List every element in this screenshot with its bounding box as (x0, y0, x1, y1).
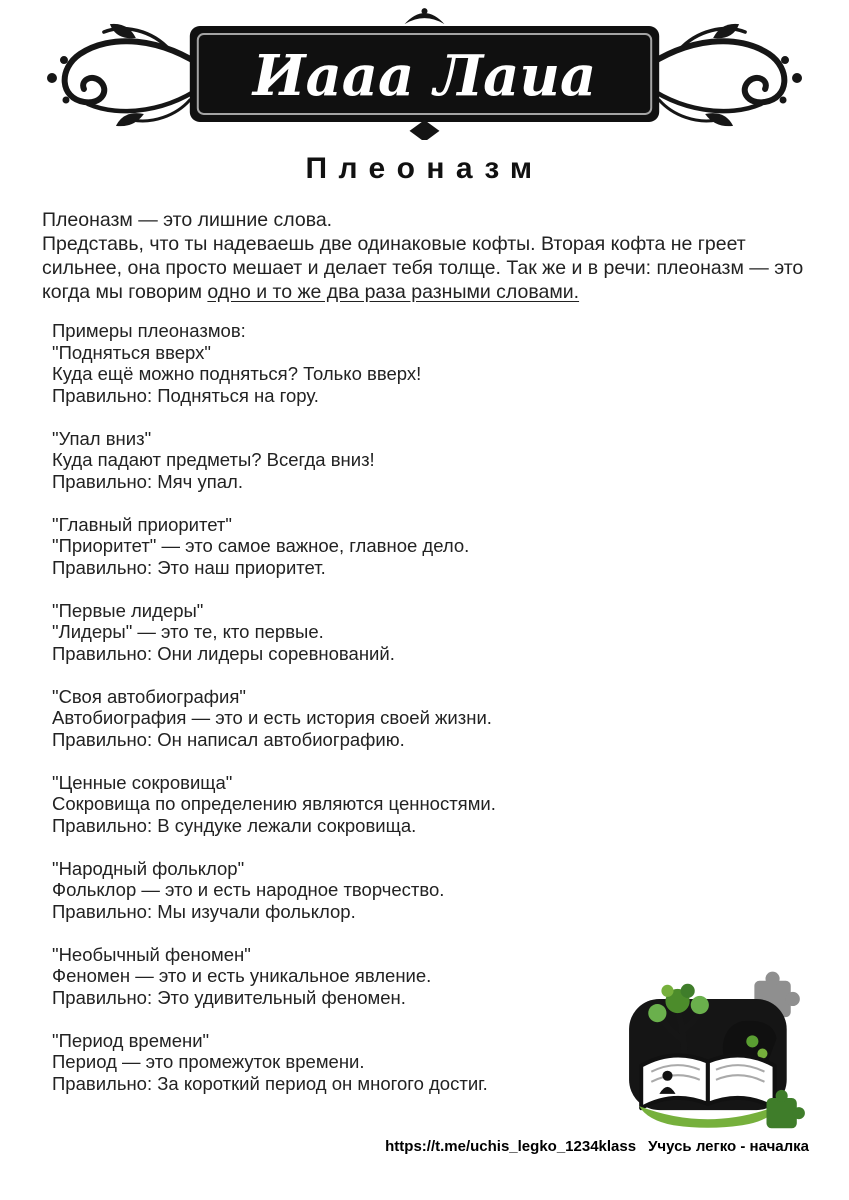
pleonasm-correct: Правильно: В сундуке лежали сокровища. (52, 814, 417, 836)
intro-line1: Плеоназм — это лишние слова. (42, 209, 333, 231)
pleonasm-explanation: Феномен — это и есть уникальное явление. (52, 965, 432, 986)
example-block-1 (52, 342, 772, 407)
pleonasm-correct: Правильно: Мяч упал. (52, 470, 243, 492)
pleonasm-explanation: Автобиография — это и есть история своей жизни. (52, 707, 492, 728)
pleonasm-explanation: "Приоритет" — это самое важное, главное дело. (52, 535, 470, 556)
footer (385, 1138, 809, 1155)
header-banner (40, 8, 809, 140)
intro-body: Представь, что ты надеваешь две одинаковые кофты. Вторая кофта не греет сильнее, она просто мешает и делает тебя толще. Так же и в речи: плеоназм — это когда мы говорим одно и то же два раза разными словами. (42, 233, 804, 303)
pleonasm-phrase: "Подняться вверх" (52, 341, 211, 363)
pleonasm-phrase: "Главный приоритет" (52, 513, 232, 535)
example-block-6 (52, 772, 772, 837)
pleonasm-phrase: "Период времени" (52, 1029, 210, 1051)
pleonasm-correct: Правильно: Они лидеры соревнований. (52, 642, 395, 664)
telegram-link[interactable]: https://t.me/uchis_legko_1234klass (385, 1138, 637, 1155)
tail-ornament-icon (410, 120, 440, 140)
brand-logo-icon (623, 968, 815, 1136)
pleonasm-explanation: "Лидеры" — это те, кто первые. (52, 621, 324, 642)
underlined-phrase: одно и то же два раза разными словами. (207, 281, 580, 303)
example-block-3 (52, 514, 772, 579)
pleonasm-correct: Правильно: Подняться на гору. (52, 384, 319, 406)
pleonasm-phrase: "Ценные сокровища" (52, 771, 233, 793)
example-block-2 (52, 428, 772, 493)
pleonasm-phrase: "Своя автобиография" (52, 685, 246, 707)
example-block-4 (52, 600, 772, 665)
pleonasm-phrase: "Первые лидеры" (52, 599, 204, 621)
pleonasm-phrase: "Народный фольклор" (52, 857, 245, 879)
example-block-7 (52, 858, 772, 923)
examples-heading: Примеры плеоназмов: (52, 320, 246, 341)
banner-ornate-text: Иааа Лаиа (252, 42, 597, 109)
pleonasm-explanation: Куда падают предметы? Всегда вниз! (52, 449, 375, 470)
pleonasm-explanation: Куда ещё можно подняться? Только вверх! (52, 363, 422, 384)
pleonasm-correct: Правильно: Он написал автобиографию. (52, 728, 405, 750)
brand-logo (623, 968, 815, 1136)
pleonasm-explanation: Сокровища по определению являются ценностями. (52, 793, 496, 814)
pleonasm-explanation: Период — это промежуток времени. (52, 1051, 365, 1072)
book-icon (641, 1055, 774, 1108)
pleonasm-correct: Правильно: За короткий период он многого достиг. (52, 1072, 488, 1094)
right-flourish-icon (641, 24, 802, 126)
pleonasm-correct: Правильно: Это наш приоритет. (52, 556, 326, 578)
page-title: Плеоназм (305, 152, 544, 185)
intro-paragraph (42, 208, 812, 304)
crown-ornament-icon (405, 13, 445, 24)
left-flourish-icon (47, 24, 208, 126)
footer-label: Учусь легко - началка (648, 1138, 809, 1155)
reader-silhouette-icon (662, 1071, 672, 1081)
pleonasm-correct: Правильно: Это удивительный феномен. (52, 986, 406, 1008)
pleonasm-phrase: "Упал вниз" (52, 427, 152, 449)
banner-ornament-icon (40, 8, 809, 140)
example-block-5 (52, 686, 772, 751)
pleonasm-explanation: Фольклор — это и есть народное творчество. (52, 879, 445, 900)
pleonasm-correct: Правильно: Мы изучали фольклор. (52, 900, 356, 922)
pleonasm-phrase: "Необычный феномен" (52, 943, 251, 965)
